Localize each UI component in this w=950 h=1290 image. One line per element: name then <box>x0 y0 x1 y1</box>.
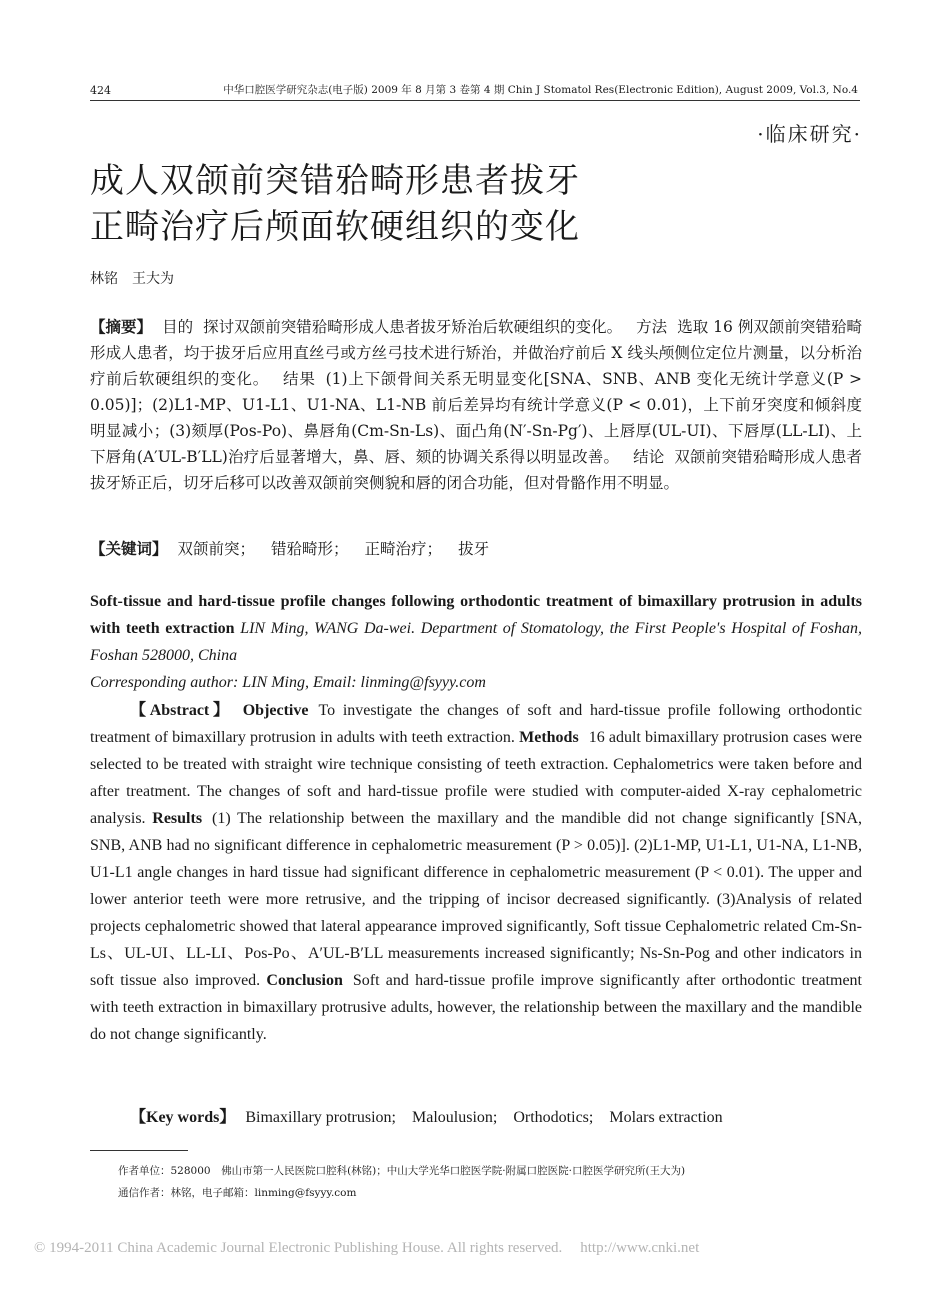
english-conclusion-label: Conclusion <box>266 972 343 989</box>
page-number: 424 <box>90 84 111 97</box>
english-objective-label: Objective <box>242 702 309 719</box>
chinese-keyword: 错𬌗畸形； <box>271 540 349 558</box>
english-title-block <box>90 588 862 696</box>
affiliation-footnote: 作者单位：528000 佛山市第一人民医院口腔科(林铭)；中山大学光华口腔医学院·附属口腔医院·口腔医学研究所(王大为) <box>118 1165 686 1177</box>
corresponding-footnote: 通信作者：林铭，电子邮箱：linming@fsyyy.com <box>118 1187 357 1199</box>
english-keyword: Maloulusion; <box>412 1109 498 1126</box>
chinese-objective-text: 探讨双颌前突错𬌗畸形成人患者拔牙矫治后软硬组织的变化。 <box>203 318 623 336</box>
english-methods-label: Methods <box>519 729 579 746</box>
chinese-title-line-1: 成人双颌前突错𬌗畸形患者拔牙 <box>90 161 580 201</box>
english-title: Soft-tissue and hard-tissue profile changes following orthodontic treatment of bimaxillary protrusion in adults with teeth extraction <box>90 593 862 637</box>
chinese-keywords-label: 【关键词】 <box>90 539 168 558</box>
chinese-keywords <box>90 536 862 562</box>
english-objective-text: To investigate the changes of soft and hard-tissue profile following orthodontic treatment of bimaxillary protrusion in adults with teeth extraction. <box>90 702 863 746</box>
copyright-text: © 1994-2011 China Academic Journal Electronic Publishing House. All rights reserved. <box>34 1240 563 1256</box>
chinese-keyword: 正畸治疗； <box>364 540 443 558</box>
chinese-abstract <box>90 314 862 496</box>
header-divider <box>90 100 860 101</box>
english-affiliation: Department of Stomatology, the First People's Hospital of Foshan, Foshan 528000, China <box>90 620 863 664</box>
running-header: 中华口腔医学研究杂志(电子版) 2009 年 8 月第 3 卷第 4 期 Chin J Stomatol Res(Electronic Edition), August 2009, Vol.3, No.4 <box>223 84 858 96</box>
footnote-divider <box>90 1150 188 1151</box>
chinese-methods-text: 选取 16 例双颌前突错𬌗畸形成人患者，均于拔牙后应用直丝弓或方丝弓技术进行矫治，并做治疗前后 X 线头颅侧位定位片测量，以分析治疗前后软硬组织的变化。 <box>90 318 862 388</box>
english-authors: LIN Ming, WANG Da-wei. <box>240 620 416 637</box>
english-methods-text: 16 adult bimaxillary protrusion cases were selected to be treated with straight wire technique consisting of teeth extraction. Cephalometrics were taken before and after treatment. The changes of soft and hard-tissue profile were studied with computer-aided X-ray cephalometric analysis. <box>90 729 862 827</box>
chinese-keyword: 拔牙 <box>458 540 490 558</box>
chinese-objective-label: 目的 <box>162 318 194 336</box>
english-keywords-label: 【Key words】 <box>130 1109 236 1126</box>
english-corresponding-author: Corresponding author: LIN Ming, Email: linming@fsyyy.com <box>90 674 486 691</box>
english-keyword: Bimaxillary protrusion; <box>245 1109 396 1126</box>
chinese-results-text: (1)上下颌骨间关系无明显变化[SNA、SNB、ANB 变化无统计学意义(P > 0.05)]；(2)L1-MP、U1-L1、U1-NA、L1-NB 前后差异均有统计学意义(P < 0.01)，上下前牙突度和倾斜度明显减小；(3)颏厚(Pos-Po)、鼻唇角(Cm-Sn-Ls)、面凸角(N′-Sn-Pg′)、上唇厚(UL-UI)、下唇厚(LL-LI)、上下唇角(A′UL-B′LL)治疗后显著增大，鼻、唇、颏的协调关系得以明显改善。 <box>90 370 862 466</box>
chinese-conclusion-text: 双颌前突错𬌗畸形成人患者拔牙矫正后，切牙后移可以改善双颌前突侧貌和唇的闭合功能，但对骨骼作用不明显。 <box>90 448 862 492</box>
english-results-label: Results <box>152 810 203 827</box>
chinese-abstract-label: 【摘要】 <box>90 317 153 336</box>
english-abstract <box>90 697 862 1048</box>
english-keywords <box>90 1104 862 1131</box>
chinese-authors: 林铭 王大为 <box>90 271 174 287</box>
chinese-results-label: 结果 <box>283 370 316 388</box>
chinese-methods-label: 方法 <box>636 318 668 336</box>
section-label: ·临床研究· <box>757 122 862 146</box>
english-keyword: Molars extraction <box>609 1109 723 1126</box>
english-keyword: Orthodotics; <box>513 1109 594 1126</box>
chinese-title-line-2: 正畸治疗后颅面软硬组织的变化 <box>90 207 580 247</box>
cnki-link[interactable]: http://www.cnki.net <box>580 1240 700 1256</box>
chinese-title <box>90 158 810 250</box>
english-abstract-label: 【Abstract】 <box>130 702 233 719</box>
english-conclusion-text: Soft and hard-tissue profile improve significantly after orthodontic treatment with teeth extraction in bimaxillary protrusive adults, however, the relationship between the maxillary and the mandible do not change significantly. <box>90 972 862 1043</box>
chinese-conclusion-label: 结论 <box>633 448 665 466</box>
english-results-text: (1) The relationship between the maxillary and the mandible did not change significantly [SNA, SNB, ANB had no significant difference in cephalometric measurement (P > 0.05)]. (2)L1-MP, U1-L1, U1-NA, L1-NB, U1-L1 angle changes in hard tissue had significant difference in cephalometric measurement (P < 0.01). The upper and lower anterior teeth were more retrusive, and the tripping of incisor decreased significantly. (3)Analysis of related projects cephalometric showed that lateral appearance improved significantly, Soft tissue Cephalometric related Cm-Sn-Ls、UL-UI、LL-LI、Pos-Po、A′UL-B′LL measurements increased significantly; Ns-Sn-Pog and other indicators in soft tissue also improved. <box>90 810 862 989</box>
chinese-keyword: 双颌前突； <box>177 540 256 558</box>
copyright-footer <box>34 1240 699 1257</box>
